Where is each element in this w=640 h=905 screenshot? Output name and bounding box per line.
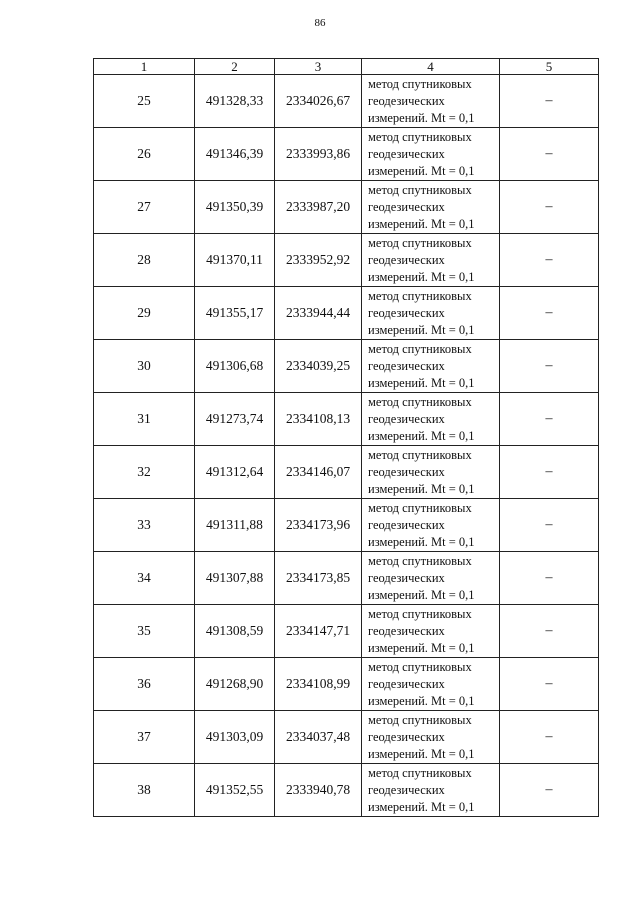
table-row (94, 446, 599, 499)
point-number-cell: 36 (94, 658, 195, 711)
note-cell: – (500, 764, 599, 817)
method-line: метод спутниковых (368, 288, 472, 303)
method-line: измерений. Mt = 0,1 (368, 216, 475, 231)
header-col-3: 3 (275, 59, 362, 75)
table-row (94, 605, 599, 658)
method-line: метод спутниковых (368, 129, 472, 144)
x-coordinate-cell: 491307,88 (195, 552, 275, 605)
y-coordinate-cell: 2334037,48 (275, 711, 362, 764)
method-line: измерений. Mt = 0,1 (368, 587, 475, 602)
x-coordinate-cell: 491308,59 (195, 605, 275, 658)
method-line: измерений. Mt = 0,1 (368, 163, 475, 178)
method-line: геодезических (368, 729, 445, 744)
x-coordinate-cell: 491328,33 (195, 75, 275, 128)
method-line: метод спутниковых (368, 394, 472, 409)
method-cell (362, 234, 500, 287)
method-line: геодезических (368, 464, 445, 479)
method-line: метод спутниковых (368, 500, 472, 515)
header-col-1: 1 (94, 59, 195, 75)
point-number-cell: 31 (94, 393, 195, 446)
point-number-cell: 32 (94, 446, 195, 499)
x-coordinate-cell: 491303,09 (195, 711, 275, 764)
note-cell: – (500, 393, 599, 446)
method-line: измерений. Mt = 0,1 (368, 269, 475, 284)
method-cell (362, 552, 500, 605)
x-coordinate-cell: 491355,17 (195, 287, 275, 340)
method-line: измерений. Mt = 0,1 (368, 799, 475, 814)
method-line: измерений. Mt = 0,1 (368, 481, 475, 496)
method-cell (362, 181, 500, 234)
table-row (94, 764, 599, 817)
table-row (94, 128, 599, 181)
table-row (94, 287, 599, 340)
method-line: метод спутниковых (368, 76, 472, 91)
note-cell: – (500, 499, 599, 552)
note-cell: – (500, 75, 599, 128)
point-number-cell: 26 (94, 128, 195, 181)
method-cell (362, 287, 500, 340)
table-row (94, 552, 599, 605)
x-coordinate-cell: 491352,55 (195, 764, 275, 817)
x-coordinate-cell: 491312,64 (195, 446, 275, 499)
point-number-cell: 30 (94, 340, 195, 393)
table-row (94, 393, 599, 446)
y-coordinate-cell: 2333940,78 (275, 764, 362, 817)
note-cell: – (500, 287, 599, 340)
method-line: геодезических (368, 93, 445, 108)
table-row (94, 181, 599, 234)
method-line: измерений. Mt = 0,1 (368, 693, 475, 708)
table-row (94, 75, 599, 128)
method-line: метод спутниковых (368, 712, 472, 727)
y-coordinate-cell: 2334026,67 (275, 75, 362, 128)
method-cell (362, 393, 500, 446)
method-line: метод спутниковых (368, 182, 472, 197)
point-number-cell: 33 (94, 499, 195, 552)
note-cell: – (500, 234, 599, 287)
y-coordinate-cell: 2334173,96 (275, 499, 362, 552)
x-coordinate-cell: 491273,74 (195, 393, 275, 446)
note-cell: – (500, 658, 599, 711)
note-cell: – (500, 446, 599, 499)
note-cell: – (500, 711, 599, 764)
method-line: измерений. Mt = 0,1 (368, 110, 475, 125)
point-number-cell: 35 (94, 605, 195, 658)
method-line: геодезических (368, 517, 445, 532)
method-cell (362, 75, 500, 128)
method-line: геодезических (368, 570, 445, 585)
y-coordinate-cell: 2334039,25 (275, 340, 362, 393)
point-number-cell: 34 (94, 552, 195, 605)
method-line: измерений. Mt = 0,1 (368, 746, 475, 761)
header-row (94, 59, 599, 75)
point-number-cell: 38 (94, 764, 195, 817)
note-cell: – (500, 552, 599, 605)
y-coordinate-cell: 2334146,07 (275, 446, 362, 499)
method-cell (362, 446, 500, 499)
method-line: метод спутниковых (368, 659, 472, 674)
y-coordinate-cell: 2334108,13 (275, 393, 362, 446)
method-cell (362, 711, 500, 764)
header-col-4: 4 (362, 59, 500, 75)
y-coordinate-cell: 2334147,71 (275, 605, 362, 658)
header-col-5: 5 (500, 59, 599, 75)
y-coordinate-cell: 2334173,85 (275, 552, 362, 605)
method-cell (362, 340, 500, 393)
method-line: измерений. Mt = 0,1 (368, 640, 475, 655)
method-line: геодезических (368, 199, 445, 214)
point-number-cell: 27 (94, 181, 195, 234)
method-line: измерений. Mt = 0,1 (368, 428, 475, 443)
note-cell: – (500, 181, 599, 234)
method-cell (362, 605, 500, 658)
method-line: измерений. Mt = 0,1 (368, 322, 475, 337)
method-line: геодезических (368, 146, 445, 161)
method-line: измерений. Mt = 0,1 (368, 534, 475, 549)
method-line: метод спутниковых (368, 341, 472, 356)
note-cell: – (500, 340, 599, 393)
x-coordinate-cell: 491306,68 (195, 340, 275, 393)
method-line: геодезических (368, 305, 445, 320)
method-line: геодезических (368, 676, 445, 691)
method-line: геодезических (368, 623, 445, 638)
y-coordinate-cell: 2334108,99 (275, 658, 362, 711)
method-cell (362, 658, 500, 711)
point-number-cell: 28 (94, 234, 195, 287)
page-number: 86 (314, 17, 326, 29)
method-cell (362, 764, 500, 817)
point-number-cell: 25 (94, 75, 195, 128)
method-cell (362, 128, 500, 181)
note-cell: – (500, 605, 599, 658)
point-number-cell: 29 (94, 287, 195, 340)
table-row (94, 711, 599, 764)
table-row (94, 340, 599, 393)
x-coordinate-cell: 491311,88 (195, 499, 275, 552)
point-number-cell: 37 (94, 711, 195, 764)
method-line: метод спутниковых (368, 235, 472, 250)
method-line: геодезических (368, 411, 445, 426)
x-coordinate-cell: 491346,39 (195, 128, 275, 181)
method-line: метод спутниковых (368, 553, 472, 568)
y-coordinate-cell: 2333993,86 (275, 128, 362, 181)
method-line: метод спутниковых (368, 447, 472, 462)
table-row (94, 234, 599, 287)
coordinates-table (93, 58, 599, 817)
x-coordinate-cell: 491268,90 (195, 658, 275, 711)
y-coordinate-cell: 2333952,92 (275, 234, 362, 287)
method-line: геодезических (368, 252, 445, 267)
table-row (94, 499, 599, 552)
method-line: метод спутниковых (368, 606, 472, 621)
method-line: геодезических (368, 782, 445, 797)
y-coordinate-cell: 2333987,20 (275, 181, 362, 234)
note-cell: – (500, 128, 599, 181)
method-line: метод спутниковых (368, 765, 472, 780)
method-cell (362, 499, 500, 552)
header-col-2: 2 (195, 59, 275, 75)
method-line: измерений. Mt = 0,1 (368, 375, 475, 390)
x-coordinate-cell: 491350,39 (195, 181, 275, 234)
method-line: геодезических (368, 358, 445, 373)
table-row (94, 658, 599, 711)
y-coordinate-cell: 2333944,44 (275, 287, 362, 340)
x-coordinate-cell: 491370,11 (195, 234, 275, 287)
